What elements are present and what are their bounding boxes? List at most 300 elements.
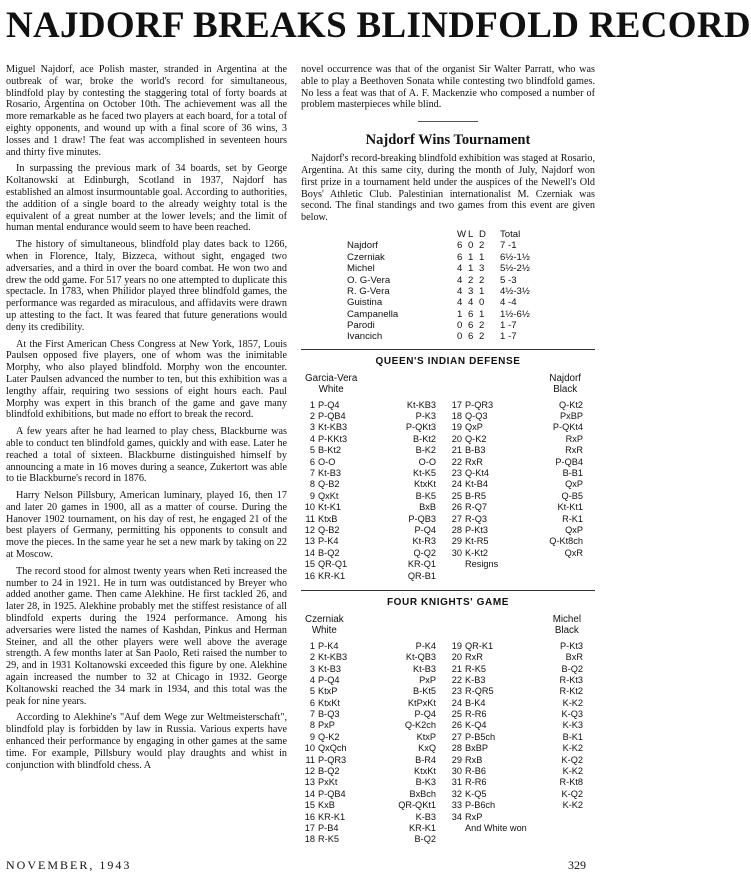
move-number: 20: [451, 433, 462, 444]
move-number: 9: [309, 731, 315, 742]
divider: [301, 590, 595, 591]
black-move: R-Kt3: [559, 674, 583, 685]
white-player: Garcia-Vera: [305, 372, 358, 384]
tournament-heading: Najdorf Wins Tournament: [365, 132, 531, 149]
black-move: KtxKt: [414, 479, 436, 490]
move-row: [448, 422, 595, 433]
black-move: R-K1: [562, 513, 583, 524]
player-name: Najdorf: [347, 240, 378, 252]
black-move: KR-Q1: [407, 559, 436, 570]
black-move: B-Q2: [414, 834, 436, 845]
move-number: 3: [309, 663, 315, 674]
white-move: Kt-B4: [465, 479, 488, 490]
move-number: 6: [309, 456, 315, 467]
black-player: Najdorf: [549, 372, 581, 384]
move-row: [448, 434, 595, 445]
black-move: RxR: [565, 445, 583, 456]
move-number: 14: [304, 788, 315, 799]
article-paragraph: A few years after he had learned to play chess, Blackburne was able to conduct ten blindfold games, quickly and with ease. Later he reached a total of sixteen. Blackburne distinguished himself by announcing a mate in 16 moves during a seance, Zukertort was able to tie Blackburne's record in 1876.: [6, 426, 287, 485]
black-move: B-Kt5: [413, 686, 436, 697]
white-move: Kt-K1: [318, 502, 341, 513]
standings-row: [347, 240, 595, 251]
wins: 4: [457, 263, 463, 275]
black-move: B-K1: [562, 731, 583, 742]
black-move: B-Kt2: [413, 433, 436, 444]
move-number: 12: [304, 766, 315, 777]
losses: 3: [468, 285, 474, 297]
move-number: 10: [304, 743, 315, 754]
white-move: K-Q5: [465, 788, 487, 799]
move-number: 33: [451, 800, 462, 811]
black-move: P-QKt3: [405, 422, 436, 433]
white-label: White: [311, 625, 337, 637]
move-row: [301, 698, 448, 709]
total-score: 4½-3½: [500, 285, 530, 297]
move-number: 11: [305, 754, 315, 765]
move-number: 8: [309, 720, 315, 731]
white-move: O-O: [318, 456, 336, 467]
black-move: KtxP: [416, 731, 436, 742]
white-move: P-KKt3: [318, 433, 348, 444]
white-move: R-Q3: [465, 513, 487, 524]
article-paragraph: The history of simultaneous, blindfold play dates back to 1266, when in Florence, Italy, Bizzeca, without sight, engaged two adversaries, and a third in over the board combat. He won two and drew the odd game. For 517 years no one attempted to duplicate this spectacle. In 1783, when Philidor played three blindfold games, the performance was regarded as miraculous, and affidavits were drawn up attesting to the fact. It was feared that future generations would deny its credibility.: [6, 239, 287, 333]
move-number: 25: [451, 490, 462, 501]
white-move: Q-Kt4: [465, 468, 489, 479]
move-number: 22: [451, 674, 462, 685]
move-row: [448, 720, 595, 731]
player-name: R. G-Vera: [347, 285, 390, 297]
game2-title: FOUR KNIGHTS' GAME: [386, 596, 510, 608]
black-move: BxB: [419, 502, 436, 513]
black-move: KtxKt: [414, 766, 436, 777]
black-move: Q-B5: [561, 490, 583, 501]
white-move: R-QR5: [465, 686, 494, 697]
move-row: [448, 686, 595, 697]
black-move: P-Q4: [414, 524, 436, 535]
white-move: P-QR3: [318, 754, 347, 765]
white-move: Kt-B3: [318, 468, 341, 479]
black-move: P-K4: [415, 640, 436, 651]
black-move: K-B3: [415, 811, 436, 822]
move-number: 32: [451, 788, 462, 799]
move-number: 19: [451, 422, 462, 433]
article-paragraph: At the First American Chess Congress at New York, 1857, Louis Paulsen opposed five players, one of whom was the inimitable Morphy, who also played blindfold. Morphy won the encounter. Later Paulsen advanced the number to ten, but this exhibition was a lengthy affair, requiring two sessions of eight hours each. Paul Morphy was expert in this branch of the game and gave many blindfold exhibitions, but made no effort to break the record.: [6, 338, 287, 421]
move-row: [301, 411, 448, 422]
move-row: [301, 720, 448, 731]
move-row: [448, 777, 595, 788]
col-total: Total: [500, 228, 521, 240]
move-row: [301, 491, 448, 502]
divider: [301, 349, 595, 350]
black-move: P-K3: [415, 411, 436, 422]
move-row: [448, 812, 595, 823]
standings-row: [347, 275, 595, 286]
black-move: Kt-K5: [413, 468, 436, 479]
draws: 1: [479, 285, 485, 297]
white-move: KtxP: [318, 686, 338, 697]
standings-row: [347, 286, 595, 297]
losses: 1: [468, 251, 474, 263]
black-move: O-O: [418, 456, 436, 467]
black-player: Michel: [552, 613, 581, 625]
move-row: [448, 664, 595, 675]
white-move: P-Q4: [318, 399, 340, 410]
move-row: [448, 457, 595, 468]
black-move: QR-B1: [407, 570, 436, 581]
move-number: 7: [309, 468, 315, 479]
white-move: K-Kt2: [465, 547, 488, 558]
move-number: 18: [451, 411, 462, 422]
white-move: PxP: [318, 720, 335, 731]
black-move: P-Q4: [414, 709, 436, 720]
move-row: [448, 789, 595, 800]
col-wins: W: [457, 228, 467, 240]
white-move: KtxB: [318, 513, 338, 524]
move-row: [448, 652, 595, 663]
move-row: [301, 800, 448, 811]
move-number: 26: [451, 502, 462, 513]
player-name: Ivancich: [347, 331, 383, 343]
black-move: KR-K1: [408, 823, 436, 833]
game1-title: QUEEN'S INDIAN DEFENSE: [375, 355, 521, 367]
standings-row: [347, 309, 595, 320]
black-move: BxR: [565, 652, 583, 663]
move-row: [301, 675, 448, 686]
white-move: RxR: [465, 652, 483, 663]
move-number: 28: [451, 743, 462, 754]
standings-header: [347, 229, 595, 240]
move-number: 25: [451, 709, 462, 720]
black-move: Q-Kt2: [559, 399, 583, 410]
move-row: [301, 664, 448, 675]
black-move: RxP: [565, 433, 583, 444]
wins: 1: [457, 308, 463, 320]
white-move: PxKt: [318, 777, 338, 788]
move-row: [448, 743, 595, 754]
move-number: 16: [304, 570, 315, 581]
white-move: KtxKt: [318, 697, 340, 708]
draws: 1: [479, 308, 485, 320]
standings-row: [347, 297, 595, 308]
black-move: QxP: [565, 524, 583, 535]
move-row: [448, 525, 595, 536]
total-score: 1 -7: [500, 331, 517, 343]
white-move: KxB: [318, 800, 335, 811]
white-move: Kt-B3: [318, 663, 341, 674]
move-row: [301, 525, 448, 536]
white-move: R-R6: [465, 709, 487, 720]
left-column: [6, 64, 287, 848]
tournament-paragraph: Najdorf's record-breaking blindfold exhibition was staged at Rosario, Argentina. At this same city, during the month of July, Najdorf won first prize in a tournament held under the auspices of the Newell's Old Boys' Athletic Club. Palestinian internationalist M. Czerniak was second. The final standings and two games from this event are given below.: [301, 153, 595, 224]
white-move: B-K4: [465, 697, 486, 708]
result-row: [448, 559, 595, 570]
white-move: Q-K2: [465, 433, 487, 444]
spacer: [448, 559, 465, 570]
draws: 3: [479, 263, 485, 275]
move-row: [301, 732, 448, 743]
black-move: Kt-R3: [412, 536, 436, 547]
move-row: [301, 536, 448, 547]
black-move: K-Q3: [561, 709, 583, 720]
white-move: QR-Q1: [318, 559, 348, 570]
move-number: 24: [451, 697, 462, 708]
losses: 6: [468, 331, 474, 343]
move-row: [301, 834, 448, 845]
move-row: [448, 641, 595, 652]
move-row: [448, 800, 595, 811]
black-move: KtPxKt: [407, 697, 436, 708]
losses: 6: [468, 320, 474, 332]
move-row: [301, 652, 448, 663]
white-move: P-B5ch: [465, 731, 496, 742]
move-row: [448, 445, 595, 456]
white-move: R-K5: [318, 834, 339, 845]
article-paragraph-continued: novel occurrence was that of the organist Sir Walter Parratt, who was able to play a Beethoven Sonata while contesting two blindfold games. No less a feat was that of A. F. Mackenzie who composed a number of problem masterpieces while blind.: [301, 64, 595, 111]
move-row: [448, 536, 595, 547]
draws: 1: [479, 251, 485, 263]
move-row: [448, 675, 595, 686]
total-score: 5½-2½: [500, 263, 530, 275]
white-move: R-R6: [465, 777, 487, 788]
black-move: B-Q2: [561, 663, 583, 674]
move-row: [448, 479, 595, 490]
move-row: [448, 468, 595, 479]
total-score: 5 -3: [500, 274, 517, 286]
draws: 2: [479, 320, 485, 332]
wins: 0: [457, 331, 463, 343]
move-row: [301, 457, 448, 468]
move-row: [301, 502, 448, 513]
player-name: Campanella: [347, 308, 399, 320]
player-name: Guistina: [347, 297, 383, 309]
move-number: 28: [451, 524, 462, 535]
black-move: B-B1: [562, 468, 583, 479]
move-number: 7: [309, 709, 315, 720]
move-row: [301, 823, 448, 834]
player-name: Michel: [347, 263, 375, 275]
white-move: P-Kt3: [465, 524, 488, 535]
move-row: [448, 766, 595, 777]
black-move: PxBP: [560, 411, 583, 422]
headline: NAJDORF BREAKS BLINDFOLD RECORD: [6, 5, 751, 46]
white-move: P-QB4: [318, 411, 346, 422]
standings-table: [347, 229, 595, 343]
move-number: 21: [451, 663, 462, 674]
game1-moves: [301, 400, 595, 582]
game1-players: [301, 373, 595, 396]
white-move: P-QR3: [465, 399, 494, 410]
move-number: 10: [304, 502, 315, 513]
move-number: 21: [451, 445, 462, 456]
white-move: P-Q4: [318, 674, 340, 685]
wins: 6: [457, 251, 463, 263]
draws: 0: [479, 297, 485, 309]
move-number: 31: [451, 777, 462, 788]
white-move: QR-K1: [465, 640, 494, 651]
move-number: 2: [309, 411, 315, 422]
total-score: 7 -1: [500, 240, 517, 252]
move-row: [301, 468, 448, 479]
standings-row: [347, 331, 595, 342]
total-score: 1½-6½: [500, 308, 530, 320]
move-row: [301, 686, 448, 697]
move-number: 6: [309, 697, 315, 708]
move-number: 12: [304, 524, 315, 535]
total-score: 1 -7: [500, 320, 517, 332]
white-move: KR-K1: [318, 570, 346, 581]
move-row: [301, 445, 448, 456]
move-number: 20: [451, 652, 462, 663]
white-move: Kt-KB3: [318, 422, 348, 433]
article-paragraph: The record stood for almost twenty years when Reti increased the number to 24 in 1921. He in turn was outdistanced by Breyer who added another game. Then came Alekhine. He first tackled 26, and later 28, in 1925. Alekhine probably met the stiffest resistance of all blindfold experts during the 1924 performance. Among his adversaries were listed the names of Kashdan, Pinkus and Herman Steiner, and all the other players were well above the average strength. A few months later at San Paolo, Reti raised the number to 29, and in 1931 Koltanowski exceeded this figure by one. Alekhine again increased the number to 32 at Chicago in 1932. George Koltanowski reached the 34 mark in 1934, and this total was the peak for nine years.: [6, 565, 287, 707]
losses: 6: [468, 308, 474, 320]
black-move: Q-K2ch: [404, 720, 436, 731]
black-move: [527, 812, 583, 823]
black-move: B-K2: [415, 445, 436, 456]
move-number: 30: [451, 766, 462, 777]
black-move: B-K3: [415, 777, 436, 788]
move-row: [448, 411, 595, 422]
black-move: QxR: [564, 547, 583, 558]
total-score: 4 -4: [500, 297, 517, 309]
losses: 4: [468, 297, 474, 309]
white-move: QxQch: [318, 743, 347, 754]
move-row: [301, 571, 448, 582]
losses: 0: [468, 240, 474, 252]
black-move: R-Kt2: [559, 686, 583, 697]
move-row: [448, 491, 595, 502]
move-row: [448, 698, 595, 709]
move-number: 1: [309, 640, 315, 651]
move-number: 14: [304, 547, 315, 558]
white-move: BxBP: [465, 743, 488, 754]
move-number: 18: [304, 834, 315, 845]
move-row: [301, 709, 448, 720]
move-number: 26: [451, 720, 462, 731]
move-row: [301, 422, 448, 433]
move-row: [301, 434, 448, 445]
white-move: Kt-R5: [465, 536, 489, 547]
move-row: [448, 502, 595, 513]
black-move: Kt-Kt1: [557, 502, 583, 513]
white-move: Kt-KB3: [318, 652, 348, 663]
black-move: Kt-KB3: [406, 399, 436, 410]
white-move: B-Q2: [318, 766, 340, 777]
black-move: Q-Kt8ch: [549, 536, 583, 547]
black-move: K-K2: [562, 766, 583, 777]
white-move: K-B3: [465, 674, 486, 685]
draws: 2: [479, 274, 485, 286]
black-move: K-Q2: [561, 788, 583, 799]
move-number: 16: [304, 811, 315, 822]
move-number: 17: [304, 823, 315, 833]
move-number: 29: [451, 754, 462, 765]
black-move: P-QB4: [555, 456, 583, 467]
move-row: [301, 777, 448, 788]
white-move: KR-K1: [318, 811, 346, 822]
move-number: 4: [309, 674, 315, 685]
white-move: Q-B2: [318, 479, 340, 490]
black-move: B-K5: [415, 490, 436, 501]
white-move: R-Q7: [465, 502, 487, 513]
spacer: [448, 823, 465, 834]
move-number: 24: [451, 479, 462, 490]
game-result: Resigns: [465, 559, 499, 570]
white-move: P-B6ch: [465, 800, 496, 811]
white-move: R-B6: [465, 766, 486, 777]
black-move: K-Q2: [561, 754, 583, 765]
move-number: 3: [309, 422, 315, 433]
move-number: 1: [309, 399, 315, 410]
move-number: 22: [451, 456, 462, 467]
black-move: QR-QKt1: [398, 800, 436, 811]
move-row: [301, 548, 448, 559]
move-number: 23: [451, 686, 462, 697]
white-move: Q-Q3: [465, 411, 488, 422]
white-move: B-R5: [465, 490, 486, 501]
move-row: [301, 559, 448, 570]
move-number: 34: [451, 811, 462, 822]
black-move: BxBch: [409, 788, 436, 799]
white-move: B-Kt2: [318, 445, 341, 456]
white-move: B-B3: [465, 445, 486, 456]
move-number: 30: [451, 547, 462, 558]
move-number: 27: [451, 513, 462, 524]
move-number: 15: [304, 559, 315, 570]
white-move: P-K4: [318, 536, 339, 547]
move-number: 23: [451, 468, 462, 479]
move-number: 13: [304, 536, 315, 547]
move-row: [301, 766, 448, 777]
move-row: [448, 514, 595, 525]
move-row: [448, 755, 595, 766]
move-row: [448, 732, 595, 743]
game2-moves: [301, 641, 595, 846]
white-move: Q-K2: [318, 731, 340, 742]
move-number: 17: [451, 399, 462, 410]
wins: 0: [457, 320, 463, 332]
white-label: White: [318, 384, 344, 396]
right-column: [301, 64, 595, 848]
black-move: P-QKt4: [552, 422, 583, 433]
move-number: 15: [304, 800, 315, 811]
player-name: O. G-Vera: [347, 274, 391, 286]
black-label: Black: [554, 625, 579, 637]
move-number: 29: [451, 536, 462, 547]
standings-row: [347, 252, 595, 263]
white-move: QxKt: [318, 490, 339, 501]
footer-date: NOVEMBER, 1943: [6, 858, 132, 872]
move-number: 9: [309, 490, 315, 501]
total-score: 6½-1½: [500, 251, 530, 263]
white-move: K-Q4: [465, 720, 487, 731]
black-move: P-Kt3: [560, 640, 583, 651]
white-move: RxP: [465, 811, 483, 822]
wins: 4: [457, 285, 463, 297]
black-move: Q-Q2: [413, 547, 436, 558]
result-row: [448, 823, 595, 834]
white-move: P-K4: [318, 640, 339, 651]
game-result: And White won: [465, 823, 527, 833]
move-row: [301, 514, 448, 525]
move-number: 5: [309, 445, 315, 456]
wins: 4: [457, 274, 463, 286]
wins: 4: [457, 297, 463, 309]
page-number: 329: [568, 858, 586, 872]
black-move: Kt-B3: [413, 663, 436, 674]
article-paragraph: According to Alekhine's "Auf dem Wege zur Weltmeisterschaft", blindfold play is forbidden by law in Russia. Various experts have enhanced their performance by engaging in other games at the same time. For example, Pillsbury would play draughts and whist in conjunction with blindfold chess. A: [6, 712, 287, 771]
black-move: K-K3: [562, 720, 583, 731]
